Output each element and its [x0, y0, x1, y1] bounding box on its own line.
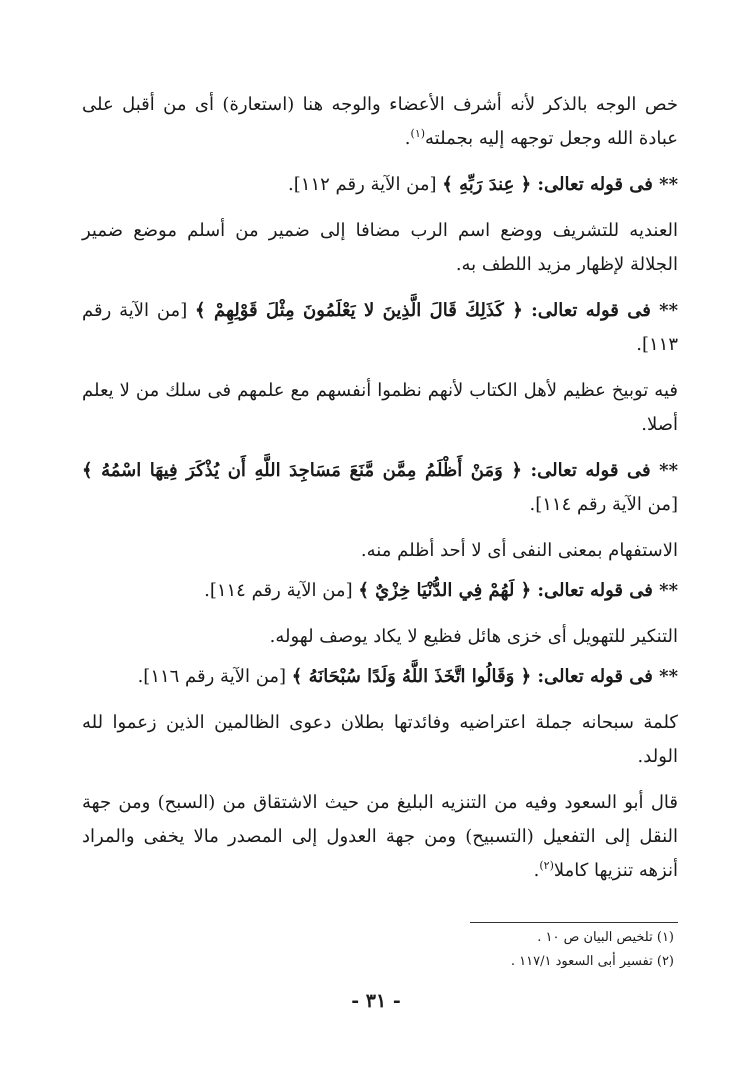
footnote: (٢) تفسير أبى السعود ١١٧/١ .: [510, 954, 674, 969]
quran-verse: ﴿ لَهُمْ فِي الدُّنْيَا خِزْيٌ ﴾: [358, 580, 532, 601]
paragraph: العنديه للتشريف ووضع اسم الرب مضافا إلى ضمير من أسلم موضع ضمير الجلالة لإظهار مزيد اللطف به.: [82, 220, 678, 275]
paragraph: كلمة سبحانه جملة اعتراضيه وفائدتها بطلان دعوى الظالمين الذين زعموا لله الولد.: [82, 712, 678, 767]
quran-verse: ﴿ وَقَالُوا اتَّخَذَ اللَّهُ وَلَدًا سُبْحَانَهُ ﴾: [291, 666, 532, 687]
quran-verse: ﴿ كَذَلِكَ قَالَ الَّذِينَ لا يَعْلَمُونَ مِثْلَ قَوْلِهِمْ ﴾: [195, 300, 523, 321]
paragraph: فيه توبيخ عظيم لأهل الكتاب لأنهم نظموا أنفسهم مع علمهم فى سلك من لا يعلم أصلا.: [82, 380, 678, 435]
verse-reference: [من الآية رقم ١١٤].: [529, 494, 678, 515]
verse-reference: [من الآية رقم ١١٤].: [204, 580, 359, 601]
quran-verse: ﴿ عِندَ رَبِّهِ ﴾: [442, 174, 532, 195]
verse-intro: ** فى قوله تعالى:: [521, 460, 678, 481]
verse-intro: ** فى قوله تعالى:: [531, 174, 678, 195]
footnotes: [82, 926, 674, 974]
footnote-ref: (٢): [539, 859, 554, 872]
verse-reference: [من الآية رقم ١١٣].: [82, 300, 678, 355]
paragraph-text: خص الوجه بالذكر لأنه أشرف الأعضاء والوجه هنا (استعارة) أى من أقبل على عبادة الله وجعل توجهه إليه بجملته: [82, 94, 678, 149]
paragraph: الاستفهام بمعنى النفى أى لا أحد أظلم منه.: [360, 540, 678, 561]
verse-heading: [82, 168, 678, 202]
verse-intro: ** فى قوله تعالى:: [531, 666, 678, 687]
verse-heading: [82, 660, 678, 694]
verse-intro: ** فى قوله تعالى:: [531, 580, 678, 601]
paragraph-end: .: [533, 860, 540, 881]
verse-heading: [82, 294, 678, 362]
verse-reference: [من الآية رقم ١١٢].: [288, 174, 443, 195]
verse-intro: ** فى قوله تعالى:: [522, 300, 679, 321]
paragraph: التنكير للتهويل أى خزى هائل فظيع لا يكاد يوصف لهوله.: [269, 626, 678, 647]
paragraph-text: قال أبو السعود وفيه من التنزيه البليغ من حيث الاشتقاق من (السبح) ومن جهة النقل إلى التفعيل (التسبيح) ومن جهة العدول إلى المصدر مالا يخفى والمراد أنزهه تنزيها كاملا: [82, 792, 678, 881]
footnote: (١) تلخيص البيان ص ١٠ .: [537, 930, 674, 945]
footnote-divider: [470, 922, 678, 923]
paragraph: خص الوجه بالذكر لأنه أشرف الأعضاء والوجه هنا (استعارة) أى من أقبل على عبادة الله وجعل توجهه إليه بجملته$^{(١)}$.: [82, 94, 678, 149]
page-number: - ٣١ -: [351, 990, 401, 1012]
verse-heading: [82, 454, 678, 522]
main-text: [82, 88, 678, 900]
paragraph: [82, 786, 678, 888]
verse-heading: [82, 574, 678, 608]
footnote-ref: (١): [410, 127, 426, 140]
verse-reference: [من الآية رقم ١١٦].: [137, 666, 292, 687]
quran-verse: ﴿ وَمَنْ أَظْلَمُ مِمَّن مَّنَعَ مَسَاجِدَ اللَّهِ أَن يُذْكَرَ فِيهَا اسْمُهُ ﴾: [82, 460, 522, 481]
